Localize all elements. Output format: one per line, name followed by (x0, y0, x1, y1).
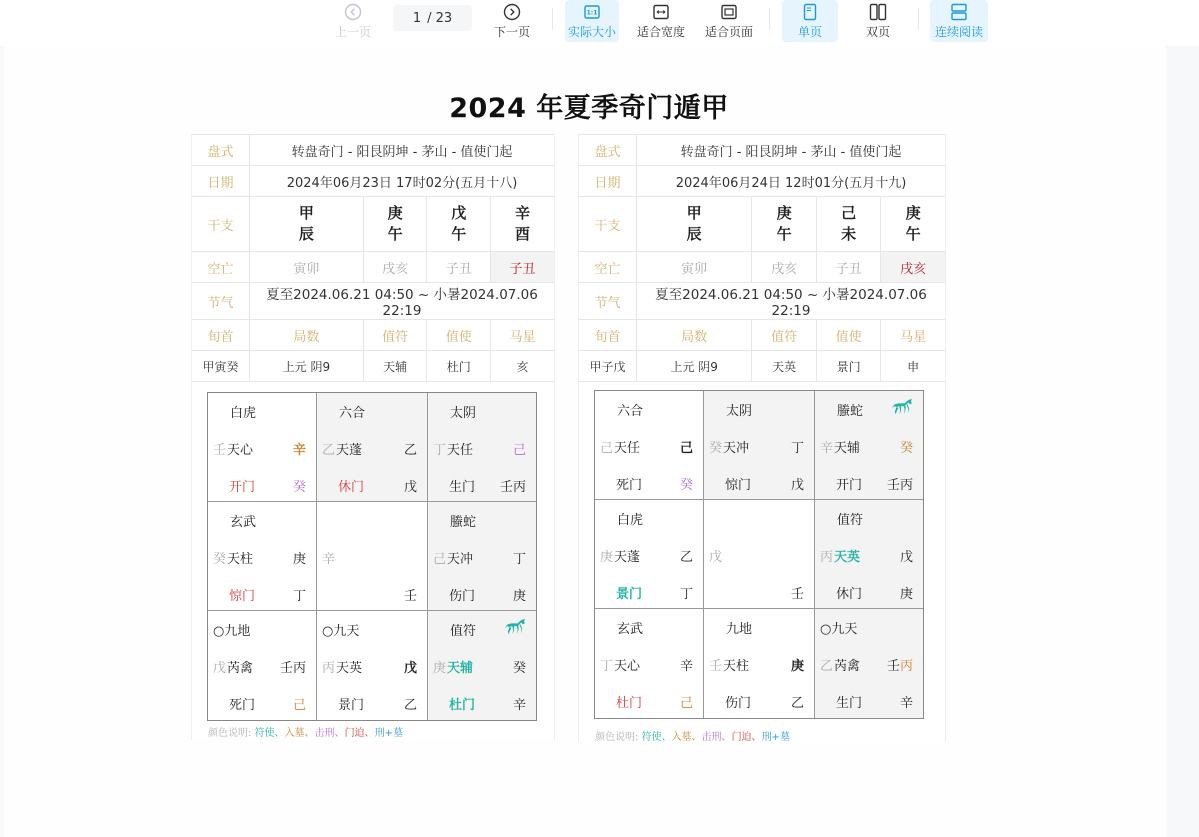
palace-star: 天英 (336, 661, 363, 676)
document-page (4, 46, 1166, 837)
value-zhifu: 天辅 (363, 351, 427, 382)
kongwang-year: 寅卯 (637, 252, 752, 283)
ganzhi-month: 庚 午 (752, 197, 816, 252)
page-current[interactable]: 1 (412, 10, 422, 26)
palace-star: 天柱 (723, 659, 750, 674)
actual-size-label: 实际大小 (567, 25, 616, 39)
kongwang-label: 空亡 (192, 252, 250, 283)
header-maxing: 马星 (881, 320, 946, 351)
chart-info-table (191, 134, 555, 382)
ganzhi-month: 庚 午 (363, 197, 427, 252)
value-maxing: 亥 (491, 351, 555, 382)
ganzhi-label: 干支 (579, 197, 637, 252)
kongwang-day: 子丑 (427, 252, 491, 283)
palace-7: ○九地 戊芮禽 壬丙 死门 己 (208, 611, 317, 720)
document-title: 2024 年夏季奇门遁甲 (449, 93, 729, 124)
fit-page-icon (720, 3, 738, 21)
header-zhifu: 值符 (363, 320, 427, 351)
nine-palace-grid (207, 392, 537, 721)
palace-door: 惊门 (725, 478, 752, 493)
value-xunshou: 甲寅癸 (192, 351, 250, 382)
scrollbar-track[interactable] (1166, 46, 1199, 837)
palace-2: 六合 乙天蓬 乙 休门 戊 (317, 393, 428, 502)
jieqi-value: 夏至2024.06.21 04:50 ~ 小暑2024.07.06 22:19 (250, 283, 555, 320)
palace-door: 杜门 (449, 698, 476, 713)
ganzhi-year: 甲 辰 (637, 197, 752, 252)
continuous-reading-icon (950, 3, 968, 21)
date-value: 2024年06月24日 12时01分(五月十九) (637, 166, 946, 197)
palace-god: 太阴 (726, 404, 753, 419)
header-xunshou: 旬首 (579, 320, 637, 351)
palace-god: ○九地 (213, 624, 251, 639)
palace-center: 戊 壬 (704, 500, 815, 609)
ganzhi-year: 甲 辰 (250, 197, 364, 252)
palace-star: 天柱 (227, 552, 254, 567)
palace-door: 生门 (836, 696, 863, 711)
palace-star: 天蓬 (336, 443, 363, 458)
ganzhi-hour: 辛 酉 (491, 197, 555, 252)
viewer-toolbar (0, 0, 1199, 46)
palace-door: 开门 (836, 478, 863, 493)
fit-page-label: 适合页面 (704, 25, 753, 39)
single-page-icon (801, 3, 819, 21)
date-label: 日期 (579, 166, 637, 197)
palace-god: 太阴 (450, 406, 477, 421)
palace-8: ○九天 丙天英 戊 景门 乙 (317, 611, 428, 720)
palace-star: 天冲 (723, 441, 750, 456)
horse-icon (891, 398, 913, 416)
palace-star: 芮禽 (834, 659, 861, 674)
header-zhishi: 值使 (816, 320, 880, 351)
palace-8: 九地 壬天柱 庚 伤门 乙 (704, 609, 815, 718)
palace-star: 芮禽 (227, 661, 254, 676)
fit-width-button[interactable] (634, 0, 688, 42)
qimen-chart-2 (578, 134, 946, 742)
palace-god: 白虎 (230, 406, 257, 421)
toolbar-divider (769, 8, 770, 30)
palace-9: 值符 庚天辅 癸 杜门 辛 (428, 611, 536, 720)
palace-god: 白虎 (617, 513, 644, 528)
toolbar-divider (918, 8, 919, 30)
value-jushu: 上元 阴9 (250, 351, 364, 382)
chevron-left-circle-icon (344, 3, 362, 21)
value-xunshou: 甲子戊 (579, 351, 637, 382)
palace-4: 玄武 癸天柱 庚 惊门 丁 (208, 502, 317, 611)
value-jushu: 上元 阴9 (637, 351, 752, 382)
header-zhishi: 值使 (427, 320, 491, 351)
header-jushu: 局数 (250, 320, 364, 351)
palace-star: 天心 (614, 659, 641, 674)
fit-page-button[interactable] (702, 0, 756, 42)
svg-text:1:1: 1:1 (586, 9, 598, 17)
header-maxing: 马星 (491, 320, 555, 351)
page-total: / 23 (427, 10, 453, 26)
pan-value: 转盘奇门 - 阳艮阴坤 - 茅山 - 值使门起 (637, 135, 946, 166)
pan-label: 盘式 (192, 135, 250, 166)
palace-god: 六合 (339, 406, 366, 421)
date-label: 日期 (192, 166, 250, 197)
palace-god: ○九天 (820, 622, 858, 637)
palace-god: 玄武 (230, 515, 257, 530)
ganzhi-day: 戊 午 (427, 197, 491, 252)
kongwang-year: 寅卯 (250, 252, 364, 283)
palace-god: 九地 (726, 622, 753, 637)
palace-door: 惊门 (229, 589, 256, 604)
value-zhifu: 天英 (752, 351, 816, 382)
single-page-label: 单页 (797, 25, 822, 39)
ganzhi-day: 己 未 (816, 197, 880, 252)
double-page-button[interactable] (852, 0, 904, 42)
palace-star: 天蓬 (614, 550, 641, 565)
palace-door: 伤门 (725, 696, 752, 711)
actual-size-icon (583, 3, 601, 21)
next-page-label: 下一页 (493, 25, 530, 39)
palace-7: 玄武 丁天心 辛 杜门 己 (595, 609, 704, 718)
kongwang-day: 子丑 (816, 252, 880, 283)
palace-door: 休门 (836, 587, 863, 602)
double-page-label: 双页 (865, 25, 890, 39)
prev-page-button[interactable] (330, 0, 376, 42)
palace-door: 杜门 (616, 696, 643, 711)
chevron-right-circle-icon (503, 3, 521, 21)
continuous-reading-label: 连续阅读 (934, 25, 983, 39)
toolbar-divider (552, 8, 553, 30)
jieqi-label: 节气 (579, 283, 637, 320)
pan-label: 盘式 (579, 135, 637, 166)
single-page-button[interactable] (782, 0, 838, 42)
palace-3: 螣蛇 辛天辅 癸 开门 壬丙 (815, 391, 923, 500)
chart-info-table (578, 134, 946, 382)
next-page-button[interactable] (489, 0, 535, 42)
palace-god: 六合 (617, 404, 644, 419)
value-zhishi: 杜门 (427, 351, 491, 382)
ganzhi-label: 干支 (192, 197, 250, 252)
value-zhishi: 景门 (816, 351, 880, 382)
kongwang-month: 戌亥 (752, 252, 816, 283)
palace-god: 值符 (450, 624, 477, 639)
header-xunshou: 旬首 (192, 320, 250, 351)
jieqi-label: 节气 (192, 283, 250, 320)
palace-door: 伤门 (449, 589, 476, 604)
ganzhi-hour: 庚 午 (881, 197, 946, 252)
fit-width-icon (652, 3, 670, 21)
kongwang-hour: 子丑 (491, 252, 555, 283)
palace-door: 开门 (229, 480, 256, 495)
palace-star: 天任 (614, 441, 641, 456)
color-legend: 颜色说明: 符使、入墓、击刑、门迫、刑+墓 (595, 732, 790, 743)
continuous-reading-button[interactable] (930, 0, 988, 42)
value-maxing: 申 (881, 351, 946, 382)
palace-star: 天冲 (447, 552, 474, 567)
kongwang-label: 空亡 (579, 252, 637, 283)
palace-door: 死门 (616, 478, 643, 493)
kongwang-month: 戌亥 (363, 252, 427, 283)
color-legend: 颜色说明: 符使、入墓、击刑、门迫、刑+墓 (208, 728, 403, 739)
palace-door: 生门 (449, 480, 476, 495)
qimen-chart-1 (191, 134, 555, 740)
palace-god: 玄武 (617, 622, 644, 637)
kongwang-hour: 戌亥 (881, 252, 946, 283)
palace-1: 白虎 壬天心 辛 开门 癸 (208, 393, 317, 502)
palace-god: 螣蛇 (837, 404, 864, 419)
palace-door: 景门 (338, 698, 365, 713)
palace-3: 太阴 丁天任 己 生门 壬丙 (428, 393, 536, 502)
palace-door: 景门 (616, 587, 643, 602)
pan-value: 转盘奇门 - 阳艮阴坤 - 茅山 - 值使门起 (250, 135, 555, 166)
header-zhifu: 值符 (752, 320, 816, 351)
palace-god: 值符 (837, 513, 864, 528)
palace-star: 天辅 (834, 441, 861, 456)
page-indicator[interactable] (393, 5, 472, 31)
horse-icon (504, 618, 526, 636)
palace-center: 辛 壬 (317, 502, 428, 611)
palace-star: 天任 (447, 443, 474, 458)
palace-6: 螣蛇 己天冲 丁 伤门 庚 (428, 502, 536, 611)
nine-palace-grid (594, 390, 924, 719)
palace-door: 死门 (229, 698, 256, 713)
jieqi-value: 夏至2024.06.21 04:50 ~ 小暑2024.07.06 22:19 (637, 283, 946, 320)
palace-6: 值符 丙天英 戊 休门 庚 (815, 500, 923, 609)
palace-4: 白虎 庚天蓬 乙 景门 丁 (595, 500, 704, 609)
palace-god: 螣蛇 (450, 515, 477, 530)
palace-god: ○九天 (322, 624, 360, 639)
palace-2: 太阴 癸天冲 丁 惊门 戊 (704, 391, 815, 500)
palace-1: 六合 己天任 己 死门 癸 (595, 391, 704, 500)
palace-star: 天辅 (447, 661, 474, 676)
document-viewer (0, 46, 1199, 837)
palace-star: 天心 (227, 443, 254, 458)
palace-door: 休门 (338, 480, 365, 495)
prev-page-label: 上一页 (334, 25, 371, 39)
actual-size-button[interactable] (565, 0, 619, 42)
date-value: 2024年06月23日 17时02分(五月十八) (250, 166, 555, 197)
palace-star: 天英 (834, 550, 861, 565)
fit-width-label: 适合宽度 (636, 25, 685, 39)
palace-9: ○九天 乙芮禽 壬丙 生门 辛 (815, 609, 923, 718)
header-jushu: 局数 (637, 320, 752, 351)
double-page-icon (869, 3, 887, 21)
